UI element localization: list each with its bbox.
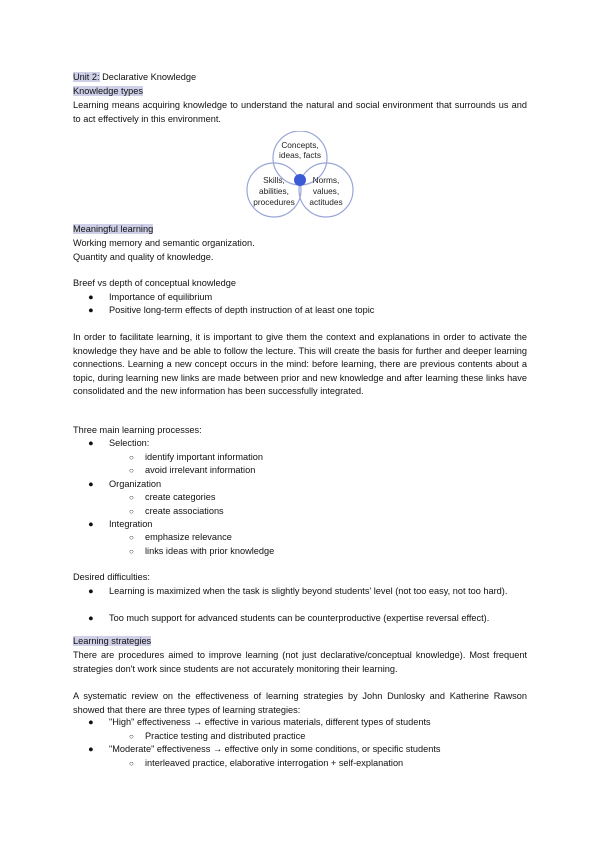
strategies-review: A systematic review on the effectiveness of learning strategies by John Dunlosky and Katherine Rawson showed that there are three types of learning strategies: [73,691,527,715]
venn-center-dot [294,174,306,186]
venn-left-line3: procedures [253,197,295,207]
process-subitem: ○ emphasize relevance [129,532,232,542]
meaningful-line: Working memory and semantic organization. [73,238,255,248]
process-item: ● Integration [88,519,153,529]
difficulty-item: ● Learning is maximized when the task is slightly beyond students' level (not too easy, not too hard). [88,586,508,596]
meaningful-line: Quantity and quality of knowledge. [73,252,214,262]
difficulty-item: ● Too much support for advanced students can be counterproductive (expertise reversal effect). [88,613,490,623]
breef-bullet: ● Importance of equilibrium [88,292,213,302]
processes-title: Three main learning processes: [73,425,202,435]
strategies-text: There are procedures aimed to improve learning (not just declarative/conceptual knowledge). Most frequent strategies don't work since students are not accurately monitoring their learning. [73,650,527,674]
process-item: ● Organization [88,479,162,489]
process-subitem: ○ create categories [129,492,216,502]
process-subitem: ○ links ideas with prior knowledge [129,546,275,556]
strategy-subitem: ○ interleaved practice, elaborative interrogation + self-explanation [129,758,404,768]
unit-title [73,71,527,85]
unit-name: Declarative Knowledge [99,72,197,82]
process-item: ● Selection: [88,438,150,448]
breef-bullet: ● Positive long-term effects of depth instruction of at least one topic [88,305,375,315]
strategy-item: ● "High" effectiveness → effective in various materials, different types of students [88,717,431,727]
knowledge-types-text: Learning means acquiring knowledge to understand the natural and social environment that surrounds us and to act effectively in this environment. [73,100,527,124]
venn-left-line1: Skills, [263,175,285,185]
process-subitem: ○ identify important information [129,452,263,462]
strategies-heading: Learning strategies [73,636,152,646]
strategy-item: ● "Moderate" effectiveness → effective only in some conditions, or specific students [88,744,441,754]
difficulties-title: Desired difficulties: [73,572,150,582]
process-subitem: ○ create associations [129,506,224,516]
venn-left-line2: abilities, [259,186,289,196]
venn-right-line1: Norms, [312,175,340,185]
process-subitem: ○ avoid irrelevant information [129,465,256,475]
facilitate-paragraph: In order to facilitate learning, it is important to give them the context and explanations in order to activate the knowledge they have and be able to follow the lecture. This will create the basis for further and deeper learning connections. Learning a new concept occurs in the mind: before learning, there are previous contents about a topic, during learning new links are made between prior and new knowledge and after learning these links have consolidated and the new information has been successfully integrated. [73,332,527,396]
knowledge-venn-diagram [244,131,356,221]
breef-title: Breef vs depth of conceptual knowledge [73,278,236,288]
venn-top-line2: ideas, facts [279,150,321,160]
strategy-subitem: ○ Practice testing and distributed practice [129,731,306,741]
meaningful-heading: Meaningful learning [73,224,154,234]
unit-prefix: Unit 2: [73,72,100,82]
venn-top-line1: Concepts, [281,140,319,150]
venn-right-line2: values, [312,186,340,196]
venn-right-line3: actitudes [309,197,343,207]
knowledge-types-heading: Knowledge types [73,86,143,96]
